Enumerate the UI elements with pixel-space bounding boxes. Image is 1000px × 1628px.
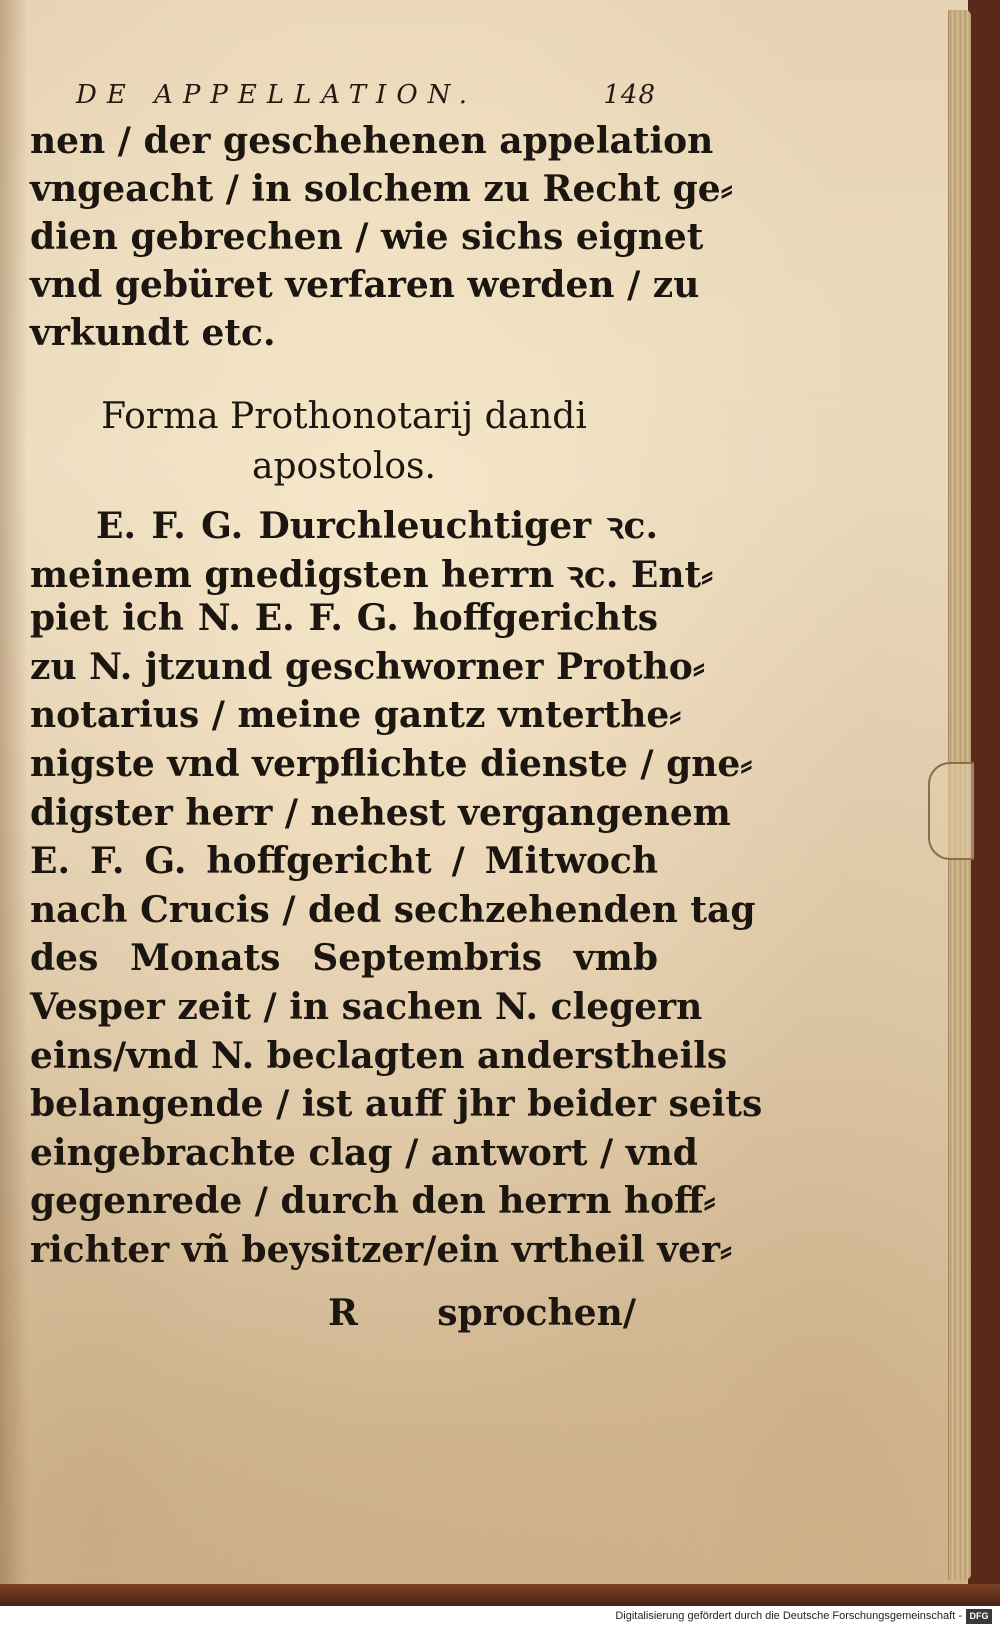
text-line: nigste vnd verpflichte dienste / gne⸗: [30, 743, 753, 785]
text-line: zu N. jtzund geschworner Protho⸗: [30, 646, 705, 688]
text-line: vnd gebüret verfaren werden / zu: [30, 264, 700, 306]
text-line: nen / der geschehenen appelation: [30, 120, 714, 162]
text-line: eingebrachte clag / antwort / vnd: [30, 1132, 698, 1174]
dfg-logo: DFG: [966, 1609, 992, 1624]
text-line: belangende / ist auff jhr beider seits: [30, 1083, 763, 1125]
running-head-title: DE APPELLATION.: [76, 80, 477, 110]
text-line: E. F. G. hoffgericht / Mitwoch: [30, 840, 658, 882]
text-line: Vesper zeit / in sachen N. clegern: [30, 986, 703, 1028]
scan-bottom-edge: [0, 1584, 1000, 1606]
gutter-shadow: [0, 0, 28, 1596]
text-line: notarius / meine gantz vnterthe⸗: [30, 694, 682, 736]
text-line: richter vñ beysitzer/ein vrtheil ver⸗: [30, 1229, 732, 1271]
text-line: digster herr / nehest vergangenem: [30, 792, 731, 834]
section-title-line2: apostolos.: [252, 446, 436, 487]
funding-credit: Digitalisierung gefördert durch die Deutsche Forschungsgemeinschaft -: [615, 1610, 962, 1622]
signature-mark: R: [328, 1292, 358, 1334]
text-line: E. F. G. Durchleuchtiger ꝛc.: [96, 505, 658, 547]
text-line: des Monats Septembris vmb: [30, 937, 658, 979]
text-line: eins/vnd N. beclagten anderstheils: [30, 1035, 728, 1077]
bookmark-tab: [928, 762, 974, 860]
text-line: vrkundt etc.: [30, 312, 276, 354]
text-line: nach Crucis / ded sechzehenden tag: [30, 889, 756, 931]
text-line: piet ich N. E. F. G. hoffgerichts: [30, 597, 658, 639]
folio-number: 148: [603, 80, 656, 110]
catchline: [30, 1292, 658, 1338]
footer-bar: [0, 1606, 1000, 1628]
running-head: [76, 80, 656, 116]
text-line: vngeacht / in solchem zu Recht ge⸗: [30, 168, 733, 210]
text-line: gegenrede / durch den herrn hoff⸗: [30, 1180, 716, 1222]
text-line: dien gebrechen / wie sichs eignet: [30, 216, 704, 258]
section-title-line1: Forma Prothonotarij dandi: [101, 396, 587, 437]
text-line: meinem gnedigsten herrn ꝛc. Ent⸗: [30, 554, 714, 596]
catchword: sprochen/: [437, 1292, 636, 1334]
